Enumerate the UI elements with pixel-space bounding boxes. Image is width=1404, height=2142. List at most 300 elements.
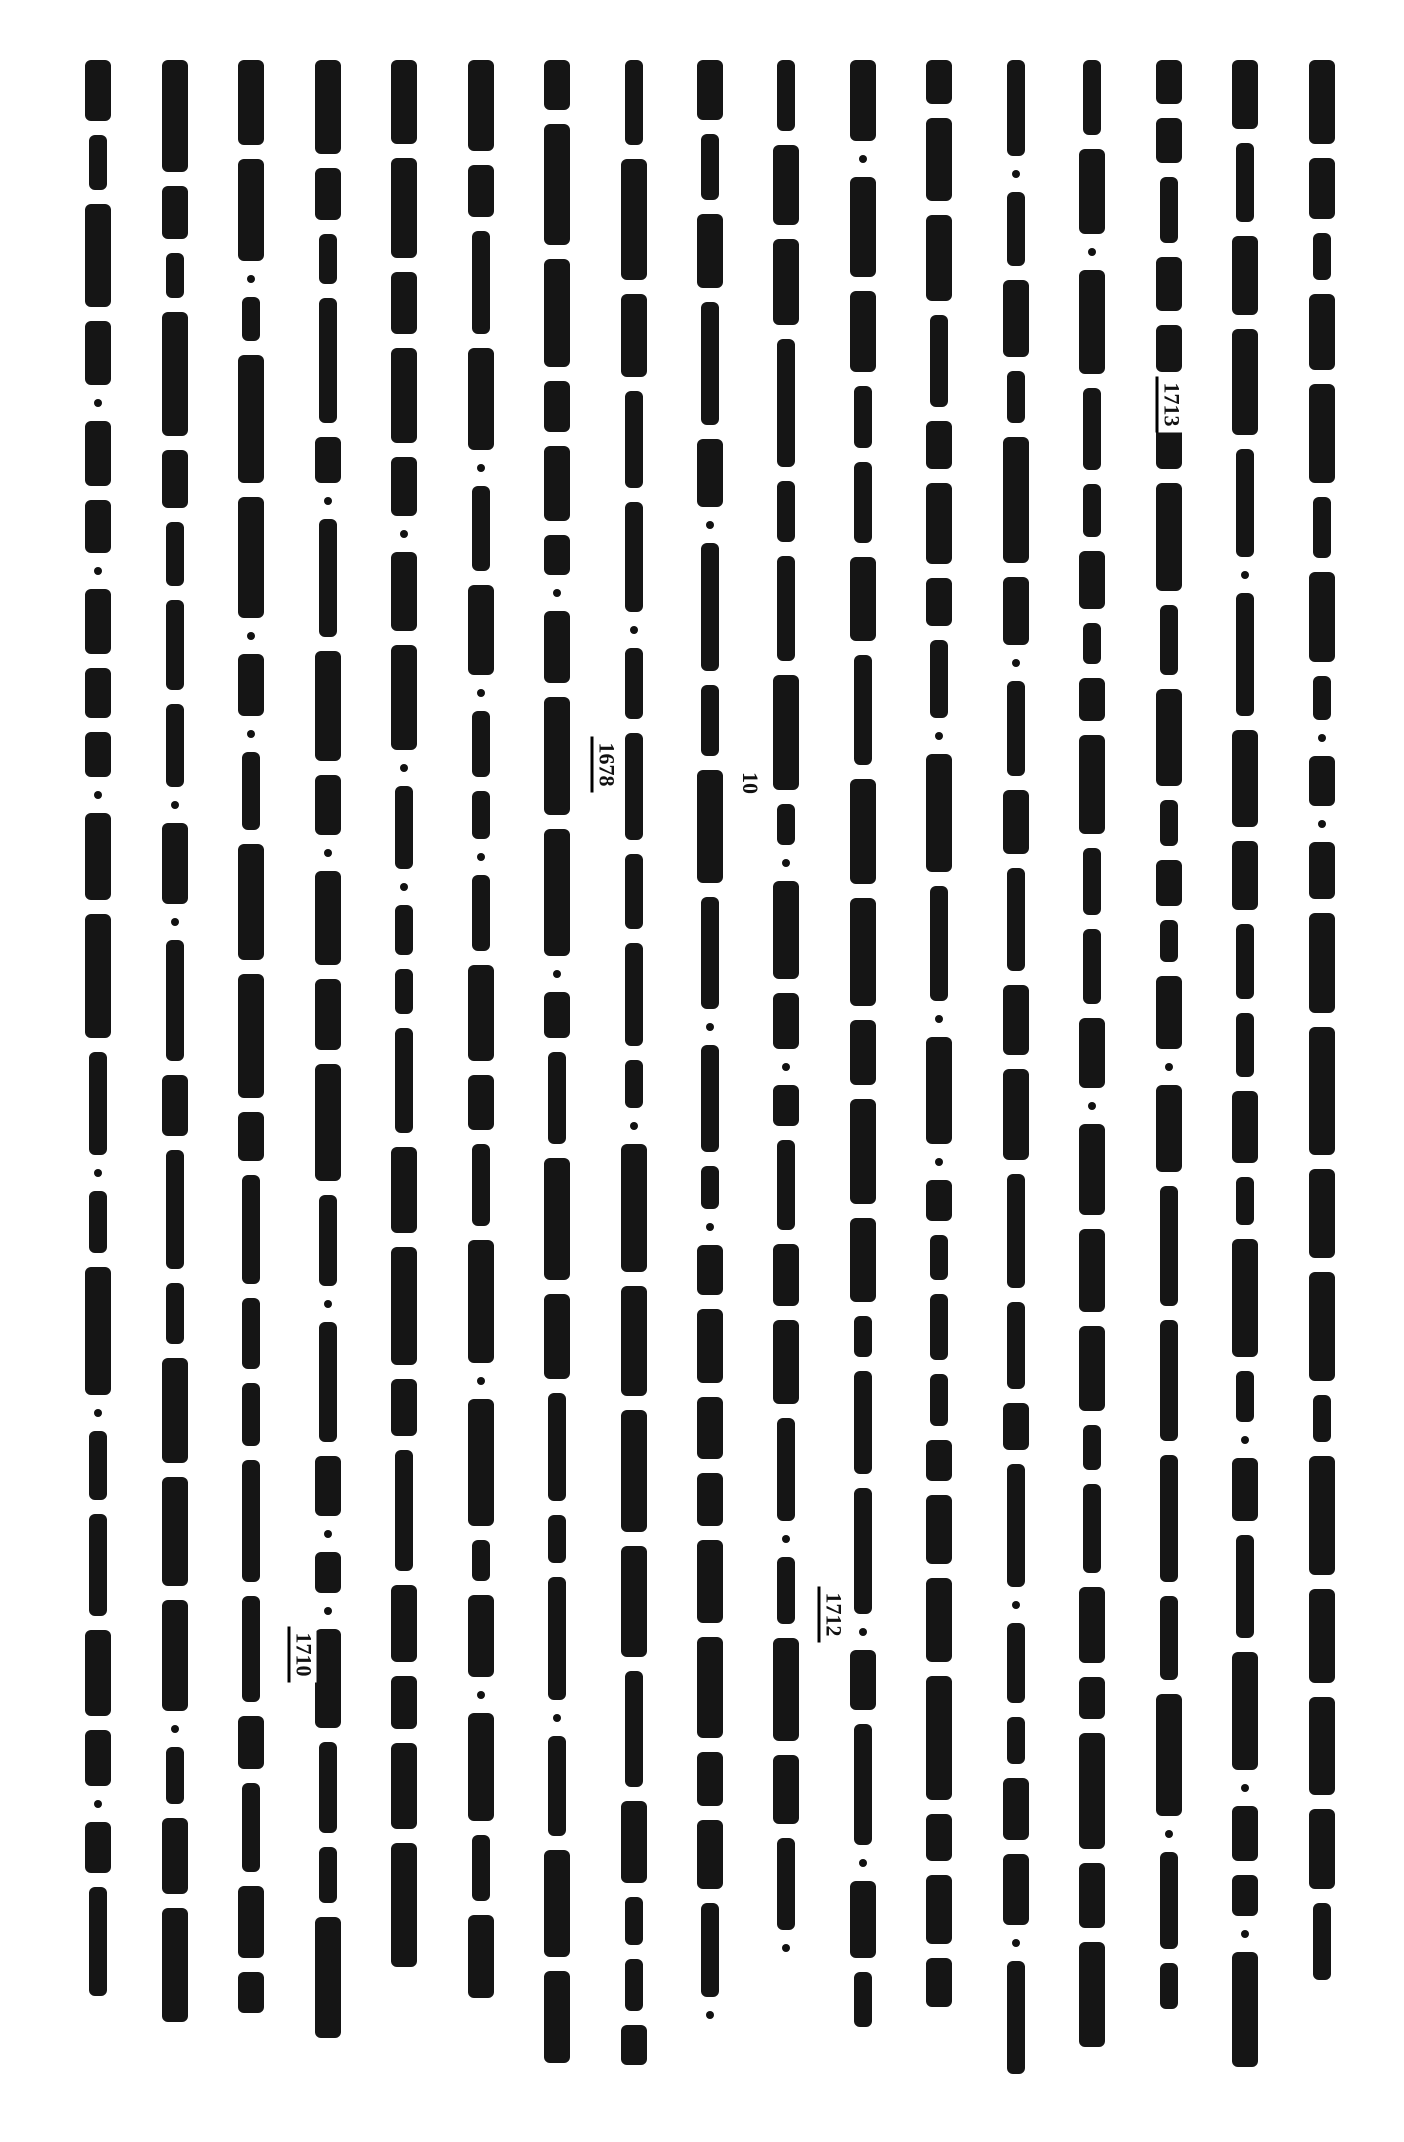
punctuation-mark <box>247 730 255 738</box>
word-glyph <box>162 450 188 508</box>
word-glyph <box>773 675 799 790</box>
word-glyph <box>1236 1371 1254 1422</box>
word-glyph <box>773 993 799 1049</box>
word-glyph <box>1309 1027 1335 1155</box>
word-glyph <box>926 483 952 564</box>
word-glyph <box>89 1191 107 1253</box>
word-glyph <box>166 522 184 586</box>
word-glyph <box>395 786 413 869</box>
word-glyph <box>1079 1326 1105 1411</box>
word-glyph <box>85 500 111 553</box>
word-glyph <box>1079 1124 1105 1215</box>
punctuation-mark <box>553 1714 561 1722</box>
word-glyph <box>85 204 111 307</box>
word-glyph <box>625 648 643 719</box>
word-glyph <box>315 1917 341 2038</box>
word-glyph <box>468 1075 494 1130</box>
word-glyph <box>1156 118 1182 163</box>
punctuation-mark <box>935 732 943 740</box>
word-glyph <box>701 1045 719 1152</box>
text-column <box>1225 60 1265 2090</box>
punctuation-mark <box>630 626 638 634</box>
word-glyph <box>162 1477 188 1586</box>
word-glyph <box>773 1755 799 1824</box>
word-glyph <box>391 1147 417 1233</box>
word-glyph <box>1236 143 1254 222</box>
word-glyph <box>1309 158 1335 219</box>
word-glyph <box>1309 60 1335 144</box>
punctuation-mark <box>1012 1601 1020 1609</box>
word-glyph <box>930 1235 948 1280</box>
word-glyph <box>1007 868 1025 971</box>
word-glyph <box>162 312 188 436</box>
word-glyph <box>1079 270 1105 374</box>
word-glyph <box>697 214 723 288</box>
word-glyph <box>1160 1186 1178 1306</box>
punctuation-mark <box>247 632 255 640</box>
word-glyph <box>544 829 570 956</box>
word-glyph <box>315 1456 341 1516</box>
word-glyph <box>1236 1535 1254 1638</box>
word-glyph <box>391 1585 417 1662</box>
word-glyph <box>1313 497 1331 558</box>
text-column <box>1072 60 1112 2090</box>
word-glyph <box>85 1730 111 1786</box>
text-column <box>1149 60 1189 2090</box>
word-glyph <box>166 1150 184 1269</box>
word-glyph <box>1007 681 1025 776</box>
word-glyph <box>697 1820 723 1889</box>
word-glyph <box>391 1743 417 1829</box>
word-glyph <box>1309 756 1335 806</box>
punctuation-mark <box>1241 1436 1249 1444</box>
word-glyph <box>162 1075 188 1136</box>
word-glyph <box>1309 1589 1335 1683</box>
word-glyph <box>1079 149 1105 234</box>
word-glyph <box>391 272 417 334</box>
word-glyph <box>926 1180 952 1221</box>
word-glyph <box>89 1431 107 1500</box>
punctuation-mark <box>1241 571 1249 579</box>
word-glyph <box>238 60 264 145</box>
word-glyph <box>472 231 490 334</box>
text-column <box>308 60 348 2090</box>
punctuation-mark <box>171 918 179 926</box>
word-glyph <box>242 297 260 341</box>
word-glyph <box>854 1724 872 1845</box>
text-column <box>843 60 883 2090</box>
word-glyph <box>926 1958 952 2007</box>
word-glyph <box>621 2025 647 2065</box>
word-glyph <box>548 1515 566 1563</box>
word-glyph <box>1156 860 1182 906</box>
punctuation-mark <box>400 764 408 772</box>
word-glyph <box>1003 1854 1029 1925</box>
word-glyph <box>1309 572 1335 662</box>
word-glyph <box>1003 437 1029 563</box>
word-glyph <box>166 704 184 787</box>
punctuation-mark <box>935 1015 943 1023</box>
word-glyph <box>85 1267 111 1395</box>
word-glyph <box>701 302 719 425</box>
word-glyph <box>1160 605 1178 675</box>
punctuation-mark <box>477 1377 485 1385</box>
word-glyph <box>1156 689 1182 786</box>
word-glyph <box>926 578 952 626</box>
punctuation-mark <box>324 1530 332 1538</box>
word-glyph <box>1160 800 1178 846</box>
word-glyph <box>162 823 188 904</box>
word-glyph <box>391 1247 417 1365</box>
word-glyph <box>242 1596 260 1702</box>
word-glyph <box>854 1316 872 1357</box>
punctuation-mark <box>477 853 485 861</box>
word-glyph <box>1083 1484 1101 1573</box>
word-glyph <box>544 1971 570 2063</box>
word-glyph <box>544 1294 570 1379</box>
word-glyph <box>315 1629 341 1728</box>
word-glyph <box>1236 1013 1254 1077</box>
word-glyph <box>85 668 111 718</box>
word-glyph <box>1003 280 1029 357</box>
word-glyph <box>850 557 876 641</box>
word-glyph <box>315 871 341 965</box>
word-glyph <box>548 1736 566 1836</box>
punctuation-mark <box>400 530 408 538</box>
word-glyph <box>1003 1403 1029 1450</box>
word-glyph <box>319 1847 337 1903</box>
word-glyph <box>238 1886 264 1958</box>
word-glyph <box>391 457 417 516</box>
word-glyph <box>242 1175 260 1284</box>
word-glyph <box>89 135 107 190</box>
punctuation-mark <box>782 1535 790 1543</box>
word-glyph <box>850 898 876 1006</box>
text-column <box>231 60 271 2090</box>
word-glyph <box>391 1843 417 1967</box>
word-glyph <box>850 177 876 277</box>
word-glyph <box>315 1552 341 1593</box>
word-glyph <box>1007 60 1025 156</box>
word-glyph <box>1236 449 1254 557</box>
word-glyph <box>625 1671 643 1787</box>
word-glyph <box>850 1099 876 1204</box>
punctuation-mark <box>1088 248 1096 256</box>
word-glyph <box>926 1578 952 1662</box>
word-glyph <box>1156 257 1182 311</box>
word-glyph <box>1309 384 1335 483</box>
word-glyph <box>777 481 795 542</box>
word-glyph <box>1156 60 1182 104</box>
word-glyph <box>926 1495 952 1564</box>
punctuation-mark <box>324 849 332 857</box>
word-glyph <box>777 339 795 467</box>
word-glyph <box>1083 484 1101 537</box>
punctuation-mark <box>782 859 790 867</box>
word-glyph <box>468 1399 494 1526</box>
punctuation-mark <box>477 689 485 697</box>
word-glyph <box>926 1676 952 1800</box>
word-glyph <box>544 381 570 432</box>
word-glyph <box>319 1322 337 1442</box>
text-column <box>919 60 959 2090</box>
word-glyph <box>621 1410 647 1532</box>
word-glyph <box>544 446 570 521</box>
word-glyph <box>468 1713 494 1821</box>
word-glyph <box>697 770 723 883</box>
word-glyph <box>1079 1229 1105 1312</box>
word-glyph <box>926 421 952 469</box>
word-glyph <box>1160 1320 1178 1441</box>
word-glyph <box>1236 1177 1254 1225</box>
word-glyph <box>777 1838 795 1930</box>
punctuation-mark <box>1012 170 1020 178</box>
word-glyph <box>544 124 570 245</box>
punctuation-mark <box>1318 734 1326 742</box>
word-glyph <box>548 1393 566 1501</box>
word-glyph <box>468 585 494 675</box>
punctuation-mark <box>324 497 332 505</box>
word-glyph <box>548 1577 566 1700</box>
word-glyph <box>701 685 719 756</box>
word-glyph <box>468 165 494 217</box>
word-glyph <box>926 1875 952 1944</box>
word-glyph <box>773 881 799 979</box>
word-glyph <box>930 886 948 1001</box>
word-glyph <box>1156 1085 1182 1172</box>
punctuation-mark <box>706 521 714 529</box>
word-glyph <box>472 791 490 839</box>
word-glyph <box>926 215 952 301</box>
word-glyph <box>85 321 111 385</box>
word-glyph <box>1083 388 1101 470</box>
text-column <box>766 60 806 2090</box>
word-glyph <box>238 1112 264 1161</box>
word-glyph <box>625 733 643 840</box>
word-glyph <box>315 979 341 1050</box>
punctuation-mark <box>1165 1830 1173 1838</box>
word-glyph <box>854 462 872 543</box>
word-glyph <box>621 1546 647 1657</box>
punctuation-mark <box>94 1169 102 1177</box>
word-glyph <box>621 1801 647 1883</box>
word-glyph <box>1236 593 1254 716</box>
word-glyph <box>162 1908 188 2022</box>
punctuation-mark <box>630 1122 638 1130</box>
word-glyph <box>319 1742 337 1833</box>
word-glyph <box>85 1630 111 1716</box>
word-glyph <box>1007 1961 1025 2074</box>
punctuation-mark <box>94 1409 102 1417</box>
word-glyph <box>1007 1464 1025 1587</box>
word-glyph <box>1232 236 1258 315</box>
column-number-10: 10 <box>738 772 763 794</box>
page-marker-1678: 1678 <box>591 737 620 793</box>
word-glyph <box>315 437 341 483</box>
word-glyph <box>697 1309 723 1383</box>
word-glyph <box>319 1195 337 1286</box>
word-glyph <box>926 118 952 201</box>
word-glyph <box>854 655 872 765</box>
word-glyph <box>391 1379 417 1436</box>
word-glyph <box>701 1166 719 1209</box>
punctuation-mark <box>247 275 255 283</box>
punctuation-mark <box>171 1725 179 1733</box>
word-glyph <box>1232 1458 1258 1521</box>
word-glyph <box>472 875 490 951</box>
word-glyph <box>85 589 111 654</box>
punctuation-mark <box>859 1628 867 1636</box>
word-glyph <box>1313 1903 1331 1980</box>
word-glyph <box>850 60 876 141</box>
word-glyph <box>850 291 876 372</box>
word-glyph <box>391 1676 417 1729</box>
word-glyph <box>395 1450 413 1571</box>
word-glyph <box>1232 1091 1258 1163</box>
word-glyph <box>544 697 570 815</box>
text-column <box>461 60 501 2090</box>
word-glyph <box>468 348 494 450</box>
punctuation-mark <box>1241 1784 1249 1792</box>
word-glyph <box>625 943 643 1046</box>
word-glyph <box>242 1383 260 1446</box>
punctuation-mark <box>706 2011 714 2019</box>
word-glyph <box>1313 233 1331 280</box>
word-glyph <box>1083 848 1101 915</box>
word-glyph <box>238 844 264 960</box>
word-glyph <box>162 1358 188 1463</box>
word-glyph <box>1160 177 1178 243</box>
word-glyph <box>1079 1863 1105 1928</box>
punctuation-mark <box>1165 1063 1173 1071</box>
word-glyph <box>777 60 795 131</box>
word-glyph <box>777 804 795 845</box>
word-glyph <box>544 259 570 367</box>
word-glyph <box>391 348 417 443</box>
punctuation-mark <box>171 801 179 809</box>
punctuation-mark <box>94 567 102 575</box>
word-glyph <box>1160 920 1178 962</box>
word-glyph <box>1156 1694 1182 1816</box>
word-glyph <box>625 854 643 929</box>
word-glyph <box>472 1144 490 1226</box>
word-glyph <box>930 1374 948 1426</box>
word-glyph <box>238 355 264 483</box>
word-glyph <box>472 1540 490 1581</box>
word-glyph <box>238 974 264 1098</box>
word-glyph <box>242 1460 260 1582</box>
word-glyph <box>701 897 719 1009</box>
word-glyph <box>697 439 723 507</box>
word-glyph <box>930 1294 948 1360</box>
punctuation-mark <box>859 155 867 163</box>
word-glyph <box>1309 913 1335 1013</box>
word-glyph <box>472 711 490 777</box>
word-glyph <box>625 502 643 612</box>
word-glyph <box>1232 841 1258 910</box>
word-glyph <box>315 1064 341 1181</box>
punctuation-mark <box>859 1859 867 1867</box>
word-glyph <box>773 1638 799 1741</box>
word-glyph <box>1313 1395 1331 1442</box>
word-glyph <box>1079 1733 1105 1849</box>
word-glyph <box>242 1298 260 1369</box>
word-glyph <box>854 1972 872 2027</box>
word-glyph <box>1232 329 1258 435</box>
word-glyph <box>468 965 494 1061</box>
text-column <box>690 60 730 2090</box>
word-glyph <box>1083 1425 1101 1470</box>
word-glyph <box>1007 371 1025 423</box>
word-glyph <box>166 600 184 690</box>
text-column <box>614 60 654 2090</box>
word-glyph <box>701 543 719 671</box>
word-glyph <box>238 1716 264 1769</box>
word-glyph <box>85 914 111 1038</box>
word-glyph <box>1309 1697 1335 1795</box>
word-glyph <box>854 1488 872 1614</box>
word-glyph <box>926 1814 952 1861</box>
word-glyph <box>1003 985 1029 1055</box>
word-glyph <box>1232 60 1258 129</box>
text-column <box>996 60 1036 2090</box>
word-glyph <box>926 60 952 104</box>
word-glyph <box>315 168 341 220</box>
word-glyph <box>315 651 341 761</box>
word-glyph <box>1156 483 1182 591</box>
word-glyph <box>1160 1455 1178 1582</box>
word-glyph <box>166 940 184 1061</box>
page-marker-1713: 1713 <box>1156 377 1185 433</box>
word-glyph <box>1079 1018 1105 1088</box>
word-glyph <box>468 1240 494 1363</box>
word-glyph <box>548 1052 566 1144</box>
word-glyph <box>625 1060 643 1108</box>
punctuation-mark <box>477 1691 485 1699</box>
word-glyph <box>319 298 337 423</box>
word-glyph <box>1007 1174 1025 1288</box>
word-glyph <box>468 60 494 151</box>
word-glyph <box>850 779 876 884</box>
punctuation-mark <box>477 464 485 472</box>
manchu-text-block <box>60 60 1360 2090</box>
word-glyph <box>315 775 341 835</box>
word-glyph <box>850 1650 876 1710</box>
word-glyph <box>1079 1677 1105 1719</box>
word-glyph <box>1309 1456 1335 1575</box>
punctuation-mark <box>782 1063 790 1071</box>
word-glyph <box>391 158 417 258</box>
word-glyph <box>777 1140 795 1230</box>
word-glyph <box>391 645 417 750</box>
word-glyph <box>162 1600 188 1711</box>
word-glyph <box>1007 1717 1025 1764</box>
word-glyph <box>625 391 643 488</box>
word-glyph <box>1232 1875 1258 1916</box>
word-glyph <box>242 1783 260 1872</box>
word-glyph <box>697 1752 723 1806</box>
word-glyph <box>391 60 417 144</box>
word-glyph <box>777 1557 795 1624</box>
word-glyph <box>1160 1596 1178 1680</box>
word-glyph <box>166 1283 184 1344</box>
word-glyph <box>1309 294 1335 370</box>
word-glyph <box>697 1473 723 1526</box>
word-glyph <box>1232 1652 1258 1770</box>
word-glyph <box>1232 1239 1258 1357</box>
punctuation-mark <box>1241 1930 1249 1938</box>
punctuation-mark <box>324 1300 332 1308</box>
